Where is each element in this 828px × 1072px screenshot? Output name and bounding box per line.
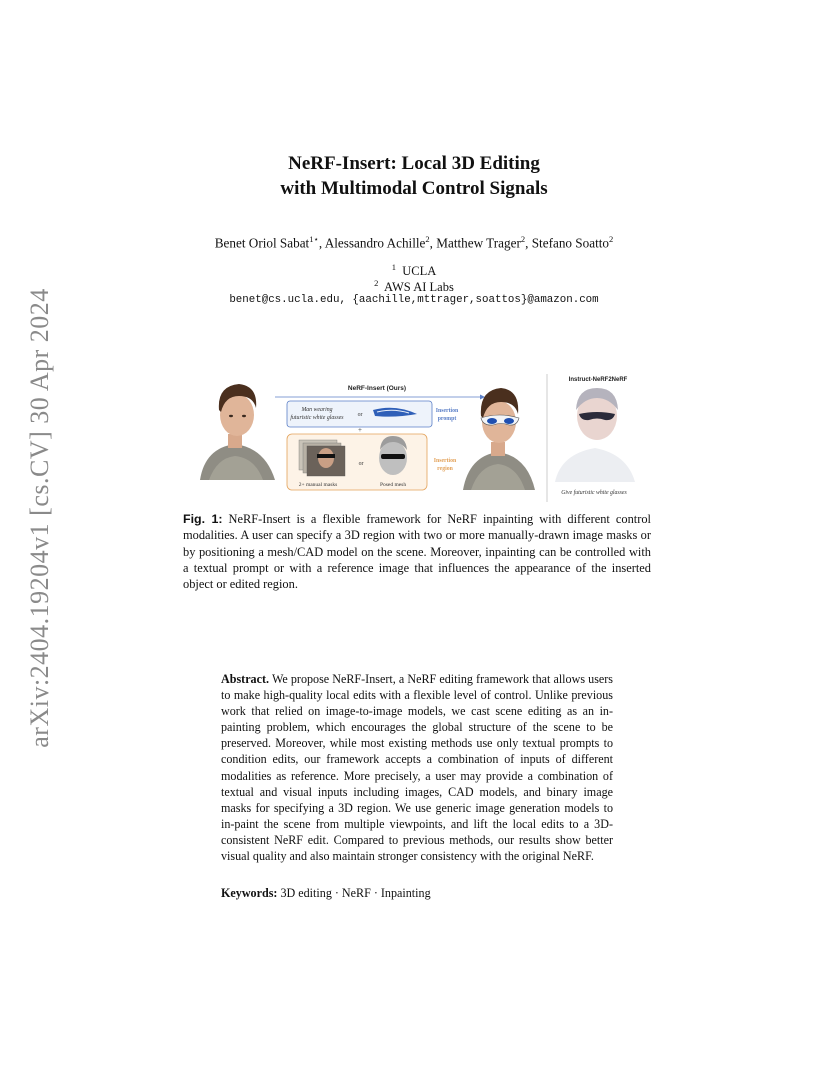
keywords	[221, 886, 431, 901]
abstract-text: We propose NeRF-Insert, a NeRF editing framework that allows users to make high-quality local edits with a flexible level of control. Unlike previous work that relied on image-to-image models, we cast scene editing as an in-painting problem, which encourages the global structure of the scene to be preserved. Moreover, while most existing methods use only textual prompts to condition edits, our framework accepts a combination of inputs of different modalities as reference. More precisely, a user may provide a combination of textual and visual inputs including images, CAD models, and binary image masks for specifying a 3D region. We use generic image generation models to in-paint the scene from multiple viewpoints, and lift the local edits to a 3D-consistent NeRF edit. Compared to previous methods, our results show better visual quality and also maintain stronger consistency with the original NeRF.	[221, 672, 613, 864]
insertion-prompt-label-2: prompt	[437, 416, 457, 422]
posed-mesh-image	[379, 436, 407, 475]
paper-title-line-1: NeRF-Insert: Local 3D Editing	[288, 153, 540, 174]
baseline-caption: Give futuristic white glasses	[561, 490, 627, 496]
author-list: Benet Oriol Sabat$^{1⋆}$, Alessandro Achille$^2$, Matthew Trager$^2$, Stefano Soatto$^2$	[214, 234, 614, 251]
manual-masks-image	[299, 440, 345, 476]
keywords-text: 3D editing · NeRF · Inpainting	[280, 886, 431, 900]
keywords-label: Keywords:	[221, 886, 278, 900]
author-affiliation-mark: 2	[520, 234, 526, 244]
author-affiliation-mark: 2	[609, 234, 614, 244]
author-name: Alessandro Achille	[324, 235, 426, 251]
insertion-region-label-2: region	[437, 466, 453, 472]
mesh-label: Posed mesh	[379, 482, 407, 488]
author-affiliation-mark: 1⋆	[309, 234, 319, 244]
or-label: or	[358, 461, 364, 467]
figure-1	[195, 370, 640, 502]
affiliation-2	[0, 278, 828, 295]
author-name: Benet Oriol Sabat	[214, 235, 310, 251]
figure-caption-text: NeRF-Insert is a flexible framework for NeRF inpainting with different control modalities. A user can specify a 3D region with two or more manually-drawn image masks or by positioning a mesh/CAD model on the scene. Moreover, inpainting can be controlled with a textual prompt or with a reference image that influences the appearance of the inserted object or edited region.	[183, 512, 652, 592]
affiliation-name: UCLA	[402, 264, 437, 279]
author-name: Matthew Trager	[436, 235, 521, 251]
affiliation-mark: 1	[391, 262, 396, 272]
affiliation-1	[0, 262, 828, 279]
edited-portrait-image	[463, 388, 535, 490]
figure-label: Fig. 1:	[183, 512, 223, 526]
abstract-label: Abstract.	[221, 672, 270, 686]
original-portrait-image	[200, 384, 275, 480]
affiliation-mark: 2	[374, 278, 379, 288]
masks-label: 2+ manual masks	[298, 482, 338, 488]
prompt-text-line-1: Man wearing	[301, 407, 333, 413]
author-email: benet@cs.ucla.edu, {aachille,mttrager,soattos}@amazon.com	[229, 294, 599, 306]
abstract	[221, 671, 613, 864]
paper-title-line-2: with Multimodal Control Signals	[280, 178, 548, 199]
plus-label: +	[358, 426, 362, 434]
or-label: or	[357, 412, 363, 418]
prompt-text-line-2: futuristic white glasses	[290, 415, 344, 421]
baseline-result-image	[555, 388, 635, 482]
insertion-prompt-label-1: Insertion	[435, 408, 459, 414]
baseline-title: Instruct-NeRF2NeRF	[568, 377, 628, 383]
author-name: Stefano Soatto	[531, 235, 610, 251]
affiliation-name: AWS AI Labs	[383, 280, 454, 295]
arxiv-stamp	[20, 288, 60, 748]
insertion-region-label-1: Insertion	[433, 458, 457, 464]
figure-header: NeRF-Insert (Ours)	[347, 385, 407, 392]
author-affiliation-mark: 2	[425, 234, 430, 244]
figure-1-caption	[183, 511, 651, 592]
arxiv-stamp-text: arXiv:2404.19204v1 [cs.CV] 30 Apr 2024	[25, 288, 54, 748]
